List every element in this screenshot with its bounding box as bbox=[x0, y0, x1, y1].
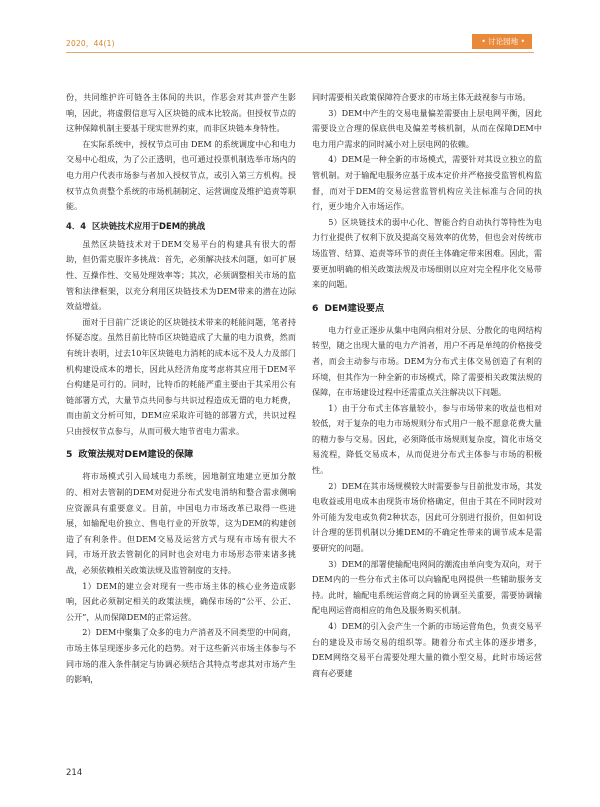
paragraph: 3）DEM中产生的交易电量偏差需要由上层电网平衡，因此需要设立合理的保底供电及偏差考核机制，从而在保障DEM中电力用户需求的同时减小对上层电网的依赖。 bbox=[312, 107, 542, 149]
paragraph: 2）DEM在其市场规模较大时需要参与目前批发市场，其发电收益或用电成本由现货市场价格确定，但由于其在不同时段对外可能为发电或负荷2种状态，因此可分别进行报价，但如何设计合理的惩罚机制以分摊DEM的不确定性带来的调节成本是需要研究的问题。 bbox=[312, 480, 542, 554]
paragraph: 同时需要相关政策保障符合要求的市场主体无歧视参与市场。 bbox=[312, 92, 531, 102]
paragraph: 将市场模式引入局域电力系统，因地制宜地建立更加分散的、相对去管制的DEM对促进分布式发电消纳和整合需求侧响应资源具有重要意义。目前，中国电力市场改革已取得一些进展，如输配电价独立、售电行业的开放等，这为DEM的构建创造了有利条件。但DEM交易及运营方式与现有市场有很大不同，市场开放去管制化的同时也会对电力市场形态带来诸多挑战，必须依赖相关政策法规及监管制度的支持。 bbox=[66, 471, 296, 576]
paragraph: 3）DEM的部署使输配电网间的潮流由单向变为双向，对于DEM内的一些分布式主体可以向输配电网提供一些辅助服务支持。此时，输配电系统运营商之间的协调至关重要，需要协调输配电网运营商相应的角色及服务购买机制。 bbox=[312, 558, 542, 616]
section-heading-6 bbox=[312, 301, 542, 317]
page-number: 214 bbox=[66, 768, 83, 778]
section-number: 4．4 bbox=[66, 220, 87, 231]
section-title: DEM建设要点 bbox=[324, 302, 385, 314]
paragraph: 份，共同维护许可链各主体间的共识，作恶会对其声誉产生影响，因此，将虚假信息写入区块链的成本比较高。但授权节点的这种保障机制主要基于现实世界约束，而非区块链本身特性。 bbox=[66, 92, 296, 134]
paragraph: 4）DEM是一种全新的市场模式，需要针对其设立独立的监管机制。对于输配电服务应基于成本定价并严格接受监管机构监督，而对于DEM的交易运营监管机构应关注标准与合同的执行，更少地介入市场运作。 bbox=[312, 154, 542, 212]
section-number: 5 bbox=[66, 449, 73, 461]
section-number: 6 bbox=[312, 302, 319, 314]
paragraph: 4）DEM的引入会产生一个新的市场运营角色，负责交易平台的建设及市场交易的组织等。随着分布式主体的逐步增多，DEM网络交易平台需要处理大量的微小型交易，此时市场运营商有必要建 bbox=[312, 621, 542, 678]
paragraph: 虽然区块链技术对于DEM交易平台的构建具有很大的帮助，但仍需克服许多挑战：首先，必须解决技术问题，如可扩展性、互操作性、交易处理效率等；其次，必须调整相关市场的监管和法律框架，以充分利用区块链技术为DEM带来的潜在边际效益增益。 bbox=[66, 238, 296, 312]
section-heading-5 bbox=[66, 447, 296, 463]
running-header bbox=[0, 0, 600, 60]
paragraph: 5）区块链技术的弱中心化、智能合约自动执行等特性为电力行业提供了权利下放及提高交易效率的优势，但也会对传统市场监管、结算、追责等环节的责任主体确定带来困难。因此，需要更加明确的相关政策法规及市场细则以应对完全程序化交易带来的问题。 bbox=[312, 216, 542, 290]
left-column bbox=[66, 90, 296, 688]
section-tag: • 讨论园地 • bbox=[472, 34, 532, 49]
paragraph: 在实际系统中，授权节点可由 DEM 的系统调度中心和电力交易中心组成，为了公正透明，也可通过投票机制选举市场内的电力用户代表市场参与者加入授权节点，或引入第三方机构。授权节点负责整个系统的市场机制制定、运营调度及维护追责等职能。 bbox=[66, 138, 296, 212]
section-title: 政策法规对DEM建设的保障 bbox=[78, 449, 194, 461]
paragraph: 1）DEM的建立会对现有一些市场主体的核心业务造成影响，因此必须制定相关的政策法规，确保市场的“公平、公正、公开”，从而保障DEM的正常运营。 bbox=[66, 580, 296, 622]
right-column bbox=[312, 90, 542, 681]
paragraph: 电力行业正逐步从集中电网向相对分层、分散化的电网结构转型，随之出现大量的电力产消者，用户不再是单纯的价格接受者，而会主动参与市场。DEM为分布式主体交易创造了有利的环境，但其作为一种全新的市场模式，除了需要相关政策法规的保障，在市场建设过程中还需重点关注解决以下问题。 bbox=[312, 324, 542, 398]
journal-volume-issue: 2020，44(1) bbox=[66, 39, 115, 48]
subsection-heading-4-4 bbox=[66, 219, 296, 234]
paragraph: 2）DEM中聚集了众多的电力产消者及不同类型的中间商，市场主体呈现逐步多元化的趋势。对于这些新兴市场主体参与不同市场的准入条件制定与协调必须结合其特点考虑其对市场产生的影响， bbox=[66, 627, 296, 685]
paragraph: 面对于目前广泛谈论的区块链技术带来的耗能问题，笔者持怀疑态度。虽然目前比特币区块链造成了大量的电力浪费，然而有统计表明，过去10年区块链电力消耗的成本远不及人力及部门机构建设成本的增长，因此从经济角度考虑将其应用于DEM平台构建是可行的。同时，比特币的耗能严重主要由于其采用公有链部署方式，大量节点共同参与共识过程造成无谓的电力耗费，而由前文分析可知，DEM应采取许可链的部署方式，共识过程只由授权节点参与，从而可极大地节省电力需求。 bbox=[66, 316, 296, 436]
header-rule bbox=[66, 52, 534, 53]
paragraph: 1）由于分布式主体容量较小，参与市场带来的收益也相对较低，对于复杂的电力市场规则分布式用户一般不愿意花费大量的精力参与交易。因此，必须降低市场规则复杂度，简化市场交易流程，降低交易成本，从而促进分布式主体参与市场的积极性。 bbox=[312, 402, 542, 476]
section-title: 区块链技术应用于DEM的挑战 bbox=[92, 220, 206, 231]
